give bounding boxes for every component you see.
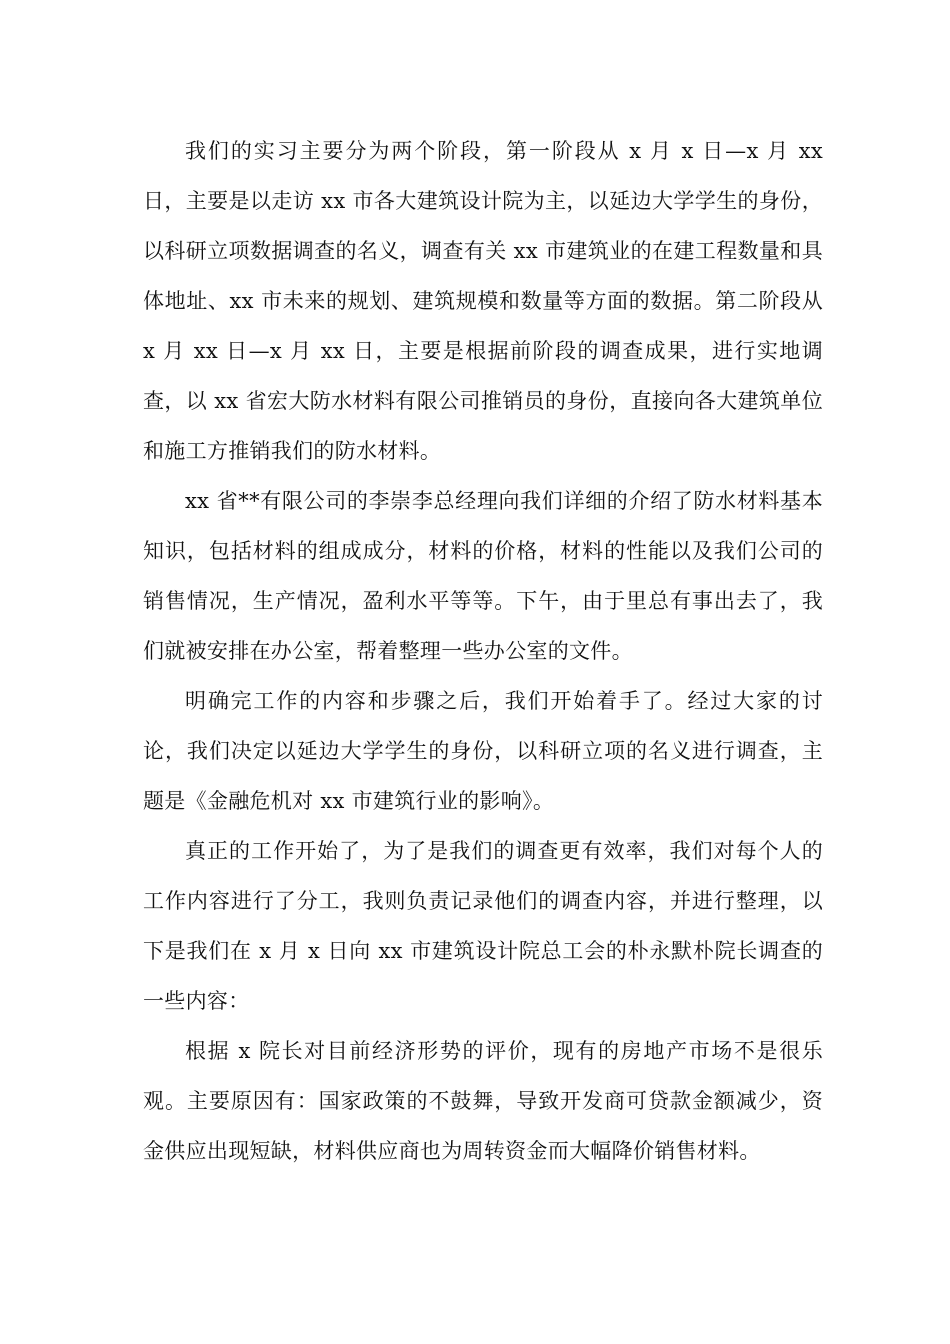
paragraph-2: xx 省**有限公司的李崇李总经理向我们详细的介绍了防水材料基本知识，包括材料的组成成分，材料的价格，材料的性能以及我们公司的销售情况，生产情况，盈利水平等等。下午，由于里总有事出去了，我们就被安排在办公室，帮着整理一些办公室的文件。 [143, 489, 823, 663]
paragraph-5: 根据 x 院长对目前经济形势的评价，现有的房地产市场不是很乐观。主要原因有：国家政策的不鼓舞，导致开发商可贷款金额减少，资金供应出现短缺，材料供应商也为周转资金而大幅降价销售材料。 [143, 1039, 823, 1163]
paragraph-1: 我们的实习主要分为两个阶段，第一阶段从 x 月 x 日—x 月 xx 日，主要是以走访 xx 市各大建筑设计院为主，以延边大学学生的身份，以科研立项数据调查的名义，调查有关 xx 市建筑业的在建工程数量和具体地址、xx 市未来的规划、建筑规模和数量等方面的数据。第二阶段从 x 月 xx 日—x 月 xx 日，主要是根据前阶段的调查成果，进行实地调查，以 xx 省宏大防水材料有限公司推销员的身份，直接向各大建筑单位和施工方推销我们的防水材料。 [143, 139, 823, 463]
document-body [143, 126, 823, 1176]
paragraph-3: 明确完工作的内容和步骤之后，我们开始着手了。经过大家的讨论，我们决定以延边大学学生的身份，以科研立项的名义进行调查，主题是《金融危机对 xx 市建筑行业的影响》。 [143, 689, 823, 813]
paragraph-4: 真正的工作开始了，为了是我们的调查更有效率，我们对每个人的工作内容进行了分工，我则负责记录他们的调查内容，并进行整理，以下是我们在 x 月 x 日向 xx 市建筑设计院总工会的朴永默朴院长调查的一些内容： [143, 839, 823, 1013]
